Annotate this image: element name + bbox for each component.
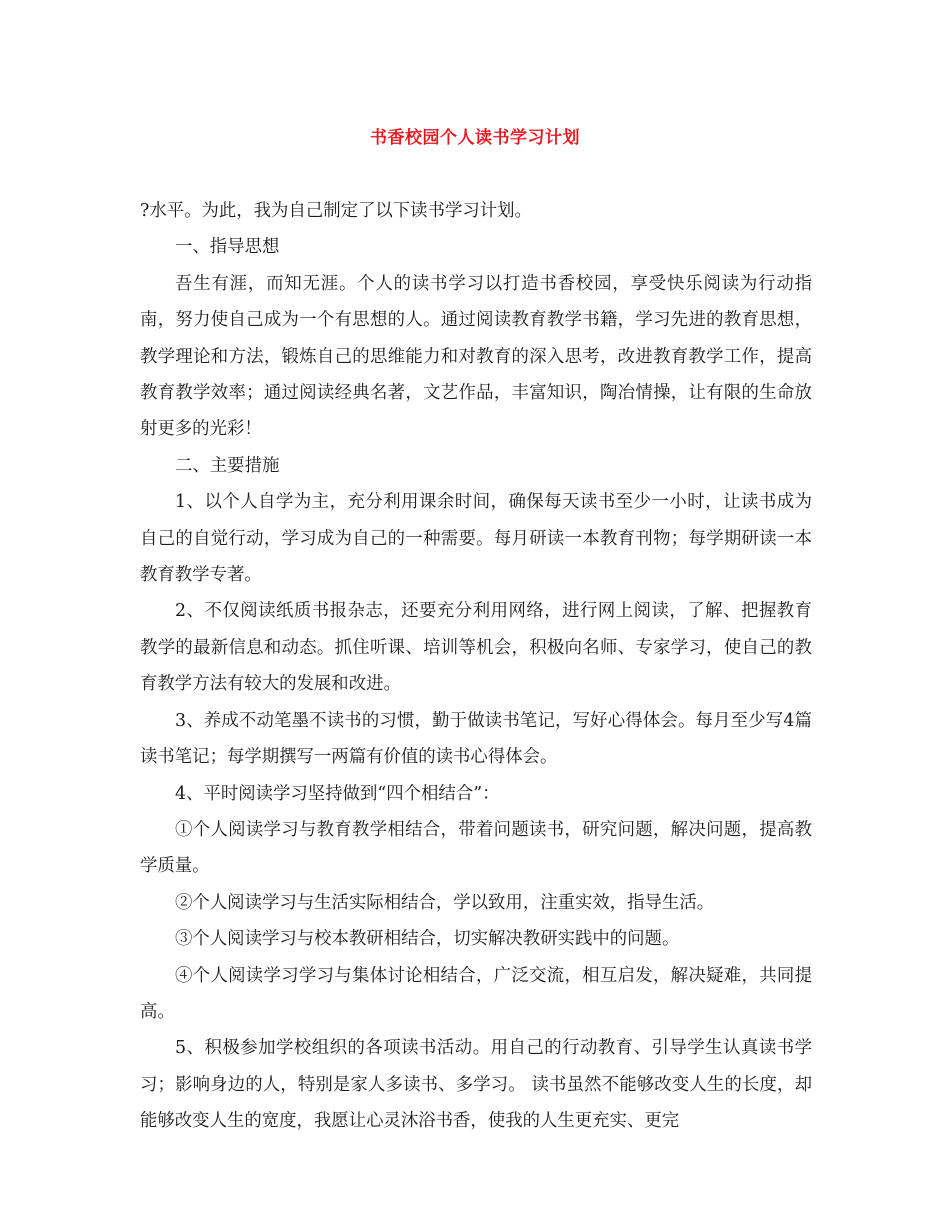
document-title: 书香校园个人读书学习计划 (370, 128, 580, 148)
document-body (140, 193, 812, 1140)
paragraph-intro: ?水平。为此，我为自己制定了以下读书学习计划。 (140, 201, 532, 221)
paragraph-measure-5: 5、积极参加学校组织的各项读书活动。用自己的行动教育、引导学生认真读书学习；影响身边的人，特别是家人多读书、多学习。 读书虽然不能够改变人生的长度，却能够改变人生的宽度，我愿让心灵沐浴书香，使我的人生更充实、更完 (140, 1038, 812, 1132)
paragraph-combine-1: ①个人阅读学习与教育教学相结合，带着问题读书，研究问题，解决问题，提高教学质量。 (140, 819, 812, 877)
paragraph-measure-1: 1、以个人自学为主，充分利用课余时间，确保每天读书至少一小时，让读书成为自己的自觉行动，学习成为自己的一种需要。每月研读一本教育刊物；每学期研读一本教育教学专著。 (140, 492, 812, 586)
paragraph-combine-4: ④个人阅读学习学习与集体讨论相结合，广泛交流，相互启发，解决疑难，共同提高。 (140, 965, 812, 1022)
heading-guiding-thought: 一、指导思想 (175, 237, 280, 258)
paragraph-combine-3: ③个人阅读学习与校本教研相结合，切实解决教研实践中的问题。 (175, 929, 680, 950)
paragraph-combine-2: ②个人阅读学习与生活实际相结合，学以致用，注重实效，指导生活。 (175, 892, 715, 913)
paragraph-measure-3: 3、养成不动笔墨不读书的习惯，勤于做读书笔记，写好心得体会。每月至少写4篇读书笔记；每学期撰写一两篇有价值的读书心得体会。 (140, 710, 812, 768)
paragraph-measure-4: 4、平时阅读学习坚持做到“四个相结合”： (175, 783, 500, 804)
paragraph-measure-2: 2、不仅阅读纸质书报杂志，还要充分利用网络，进行网上阅读，了解、把握教育教学的最新信息和动态。抓住听课、培训等机会，积极向名师、专家学习，使自己的教育教学方法有较大的发展和改进。 (140, 601, 812, 695)
paragraph-guiding-thought: 吾生有涯，而知无涯。个人的读书学习以打造书香校园，享受快乐阅读为行动指南，努力使自己成为一个有思想的人。通过阅读教育教学书籍，学习先进的教育思想，教学理论和方法，锻炼自己的思维能力和对教育的深入思考，改进教育教学工作，提高教育教学效率；通过阅读经典名著，文艺作品，丰富知识，陶冶情操，让有限的生命放射更多的光彩！ (140, 273, 812, 440)
heading-main-measures: 二、主要措施 (175, 455, 280, 476)
